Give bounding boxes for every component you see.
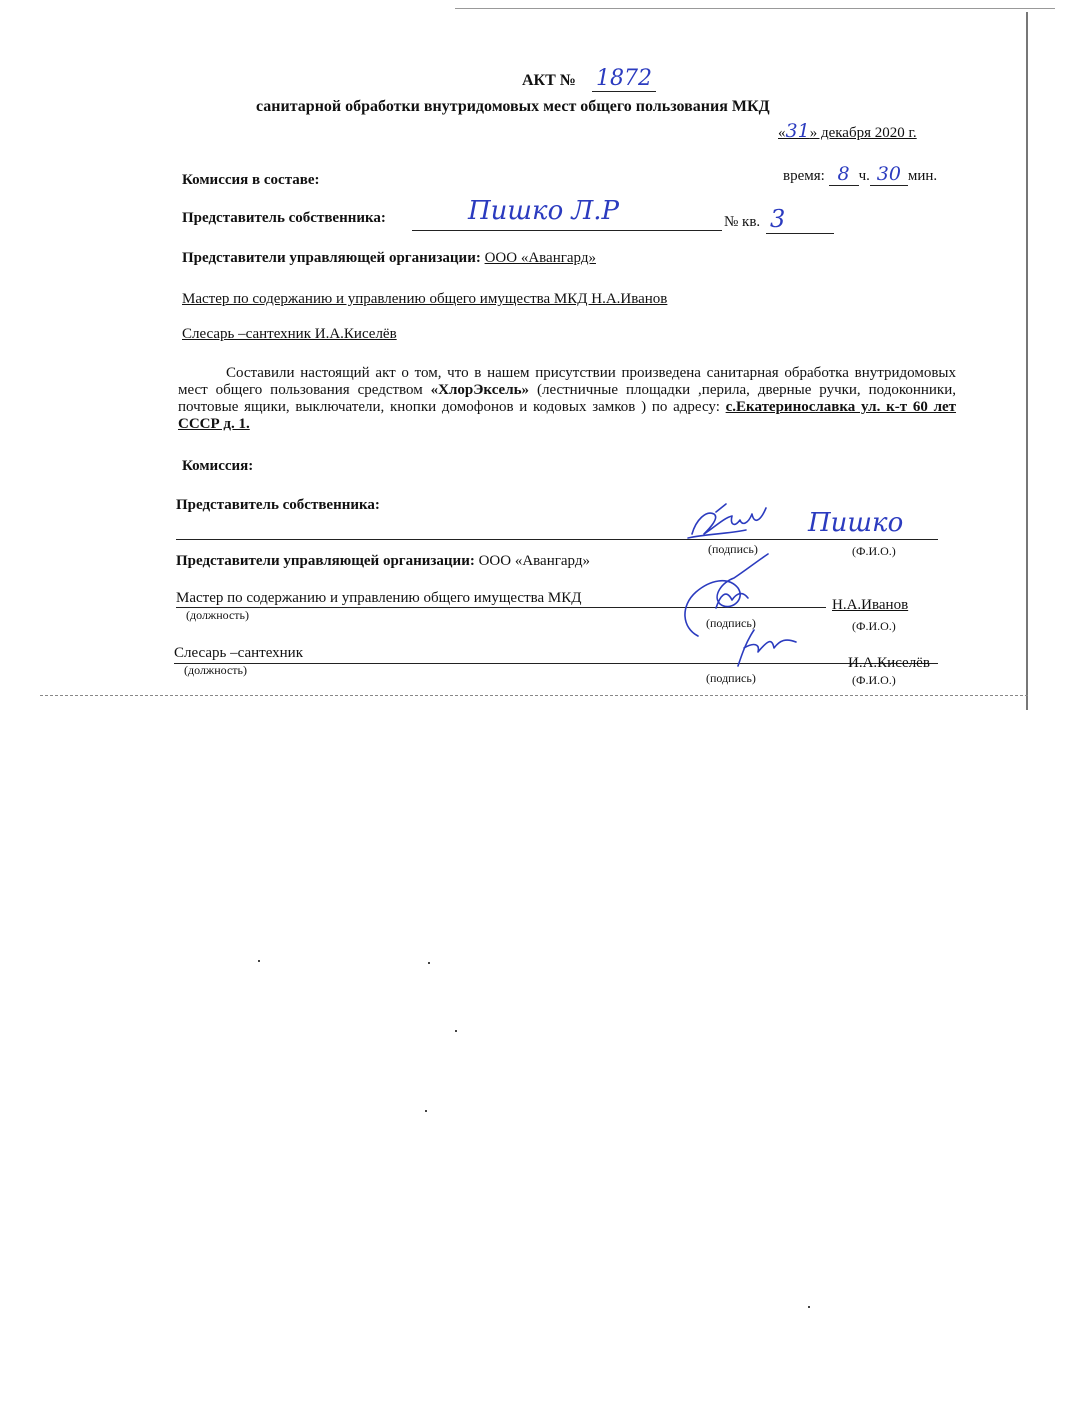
commission-heading: Комиссия в составе:: [182, 172, 320, 188]
date-open: «: [778, 125, 786, 141]
sign-master-position: Мастер по содержанию и управлению общего имущества МКД: [176, 590, 582, 606]
sign-mgmt-row: [176, 553, 590, 570]
sign-owner-line: [176, 539, 938, 540]
sign-plumber-caption-fio: (Ф.И.О.): [852, 673, 896, 687]
sign-mgmt-org: ООО «Авангард»: [478, 553, 590, 569]
sign-plumber-line: [174, 663, 938, 664]
apt-number: 3: [770, 205, 786, 233]
body-address: с.Екатеринославка ул. к-т 60 лет СССР д. 1.: [178, 399, 957, 432]
sheet-edge-top: [455, 8, 1055, 9]
apt-label: № кв.: [724, 214, 761, 230]
act-title-prefix: АКТ №: [522, 72, 576, 89]
owner-name-handwritten: Пишко Л.Р: [468, 196, 619, 226]
body-text-2: (лестничные площадки ,перила, дверные ручки, подоконники, почтовые ящики, выключатели, кнопки домофонов и кодовых замков ) по адресу:: [178, 382, 956, 415]
plumber-line: Слесарь –сантехник И.А.Киселёв: [182, 326, 397, 342]
owner-row: [182, 210, 386, 227]
sign-mgmt-label: Представители управляющей организации:: [176, 553, 475, 569]
date-day: 31: [785, 120, 810, 142]
mgmt-label: Представители управляющей организации:: [182, 250, 481, 266]
signatures-heading: Комиссия:: [182, 458, 254, 474]
act-title: [522, 72, 576, 90]
sign-owner-label: Представитель собственника:: [176, 497, 380, 513]
owner-signature: [686, 500, 776, 542]
owner-label: Представитель собственника:: [182, 210, 386, 226]
time-label: время:: [783, 168, 825, 184]
act-number: 1872: [592, 66, 656, 92]
sheet-edge-bottom: [40, 695, 1028, 696]
sign-plumber-fio: И.А.Киселёв: [848, 655, 930, 671]
sheet-edge-right: [1026, 12, 1028, 710]
sign-owner-caption-fio: (Ф.И.О.): [852, 544, 896, 558]
act-subtitle: санитарной обработки внутридомовых мест общего пользования МКД: [256, 98, 770, 115]
sign-master-caption-signature: (подпись): [706, 616, 756, 630]
time-minutes-unit: мин.: [907, 168, 938, 184]
act-body-paragraph: [178, 365, 956, 433]
owner-name-line: [412, 230, 722, 231]
act-date: [778, 120, 917, 142]
time-hours: 8: [829, 163, 859, 186]
sign-plumber-caption-position: (должность): [184, 663, 247, 677]
scan-speck: [428, 962, 430, 964]
sign-master-fio: Н.А.Иванов: [832, 597, 909, 613]
scan-speck: [258, 960, 260, 962]
date-rest: » декабря 2020 г.: [809, 125, 917, 141]
apt-number-line: [766, 233, 834, 234]
mgmt-row: [182, 250, 596, 267]
mgmt-org: ООО «Авангард»: [484, 250, 596, 266]
sign-owner-caption-signature: (подпись): [708, 542, 758, 556]
time-hours-unit: ч.: [858, 168, 870, 184]
time-minutes: 30: [870, 163, 908, 186]
body-text-1: Составили настоящий акт о том, что в нашем присутствии произведена санитарная обработка внутридомовых мест общего пользования средством: [178, 365, 956, 398]
sign-owner-fio: Пишко: [808, 508, 904, 538]
plumber-signature: [724, 618, 804, 670]
scan-speck: [425, 1110, 427, 1112]
sign-master-caption-fio: (Ф.И.О.): [852, 619, 896, 633]
act-time: [783, 163, 937, 186]
sign-plumber-caption-signature: (подпись): [706, 671, 756, 685]
scan-speck: [808, 1306, 810, 1308]
sign-plumber-position: Слесарь –сантехник: [174, 645, 303, 661]
sign-master-caption-position: (должность): [186, 608, 249, 622]
master-line: Мастер по содержанию и управлению общего имущества МКД Н.А.Иванов: [182, 291, 668, 307]
scan-speck: [455, 1030, 457, 1032]
body-product: «ХлорЭксель»: [430, 382, 530, 398]
